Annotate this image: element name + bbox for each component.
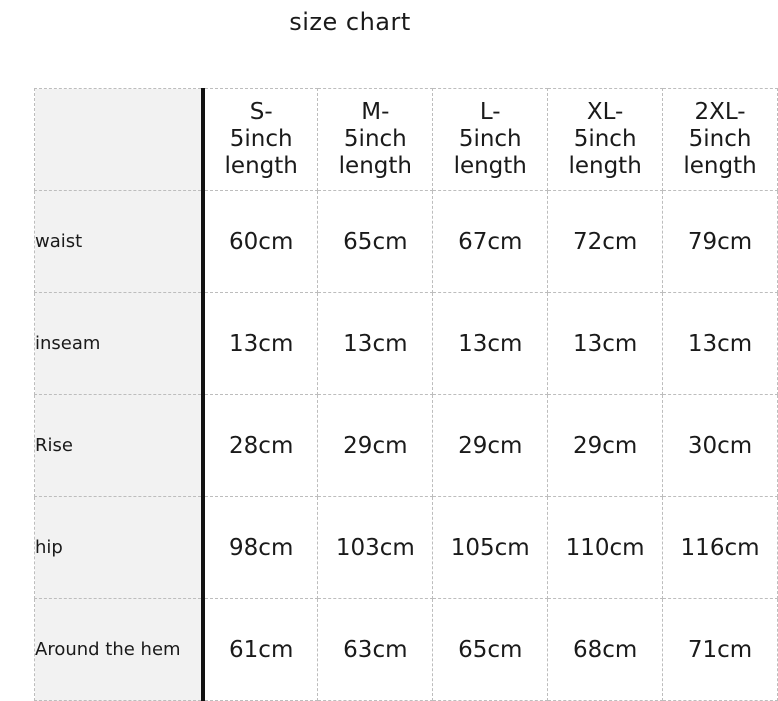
table-cell: 13cm [433,293,548,395]
table-cell: 110cm [548,497,663,599]
size-header-m [318,89,433,191]
size-name: XL- [586,99,624,125]
table-cell: 61cm [203,599,318,701]
table-cell: 29cm [433,395,548,497]
table-cell: 13cm [318,293,433,395]
row-label: inseam [35,293,204,395]
size-inseam-line: 5inch [458,126,522,152]
row-label: waist [35,191,204,293]
size-length-line: length [568,153,642,179]
table-cell: 116cm [663,497,778,599]
table-cell: 63cm [318,599,433,701]
size-name: L- [479,99,501,125]
table-cell: 13cm [548,293,663,395]
size-header-l [433,89,548,191]
size-inseam-line: 5inch [688,126,752,152]
table-cell: 105cm [433,497,548,599]
table-cell: 13cm [663,293,778,395]
size-chart-table [34,88,778,701]
size-inseam-line: 5inch [573,126,637,152]
table-corner-cell [35,89,204,191]
size-length-line: length [224,153,298,179]
table-cell: 65cm [318,191,433,293]
table-cell: 13cm [203,293,318,395]
page-title: size chart [289,8,411,36]
table-cell: 28cm [203,395,318,497]
size-inseam-line: 5inch [229,126,293,152]
table-cell: 65cm [433,599,548,701]
table-header-row [35,89,778,191]
table-cell: 29cm [548,395,663,497]
table-row-around-the-hem [35,599,778,701]
size-name: 2XL- [694,99,746,125]
table-row-waist [35,191,778,293]
table-cell: 72cm [548,191,663,293]
table-cell: 68cm [548,599,663,701]
table-row-inseam [35,293,778,395]
size-name: M- [361,99,390,125]
table-row-hip [35,497,778,599]
table-cell: 71cm [663,599,778,701]
row-label: Around the hem [35,599,204,701]
table-cell: 103cm [318,497,433,599]
size-header-s [203,89,318,191]
table-cell: 67cm [433,191,548,293]
size-inseam-line: 5inch [343,126,407,152]
table-cell: 98cm [203,497,318,599]
size-length-line: length [453,153,527,179]
table-cell: 79cm [663,191,778,293]
size-header-xl [548,89,663,191]
size-length-line: length [683,153,757,179]
size-header-2xl [663,89,778,191]
row-label: Rise [35,395,204,497]
table-cell: 60cm [203,191,318,293]
table-cell: 29cm [318,395,433,497]
size-length-line: length [338,153,412,179]
row-label: hip [35,497,204,599]
table-cell: 30cm [663,395,778,497]
size-chart-table-viewport[interactable] [34,88,760,700]
size-name: S- [249,99,273,125]
table-row-rise [35,395,778,497]
